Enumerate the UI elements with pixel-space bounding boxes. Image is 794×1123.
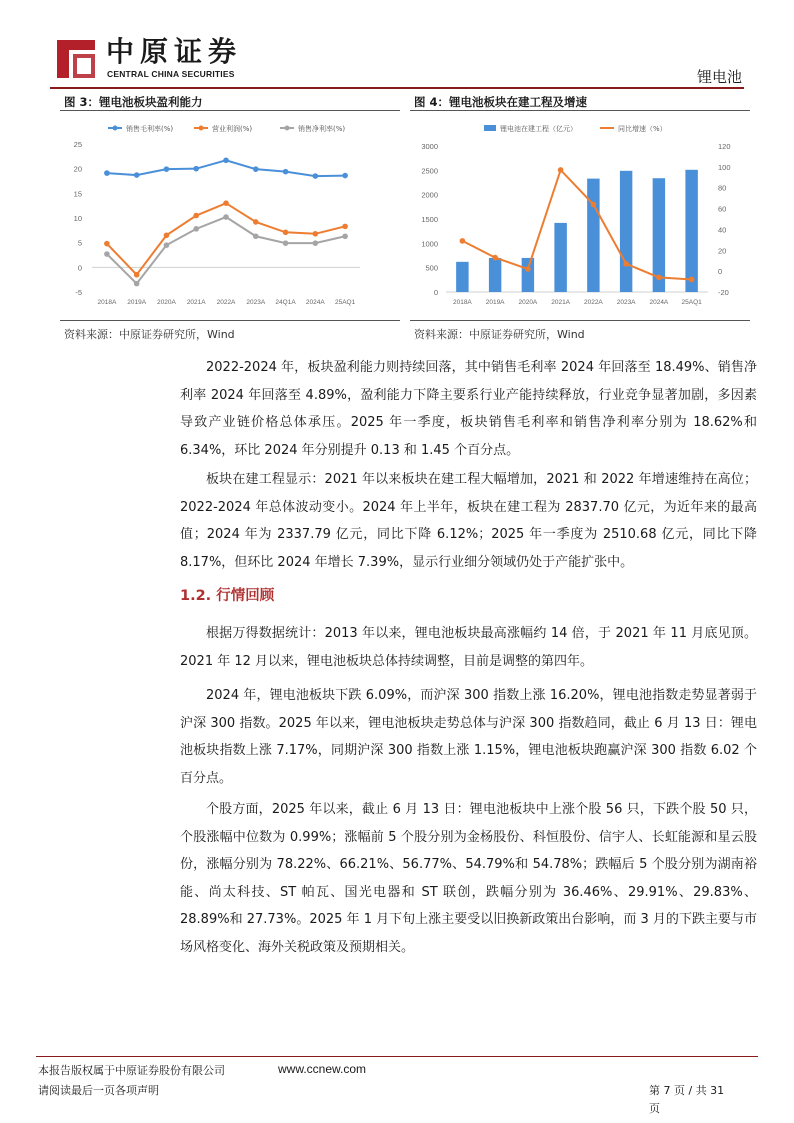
x-tick-label: 25AQ1: [334, 299, 356, 306]
series-line: [107, 203, 345, 275]
y-right-tick-label: -20: [718, 288, 729, 297]
data-point: [223, 214, 229, 220]
y-right-tick-label: 120: [718, 142, 731, 151]
figure4-top-rule: [410, 110, 750, 111]
data-point: [342, 224, 348, 230]
data-point: [193, 226, 199, 232]
data-point: [283, 169, 289, 175]
data-point: [164, 166, 170, 172]
y-right-tick-label: 0: [718, 267, 723, 277]
x-tick-label: 2020A: [518, 299, 538, 306]
company-name-en: CENTRAL CHINA SECURITIES: [107, 69, 235, 79]
legend-label: 销售净利率(%): [298, 125, 346, 133]
data-point: [104, 251, 110, 257]
y-left-tick-label: 1000: [421, 239, 438, 249]
y-tick-label: -5: [75, 288, 82, 297]
bar: [456, 262, 468, 292]
data-point: [134, 272, 140, 278]
y-left-tick-label: 2500: [421, 166, 438, 176]
data-point: [193, 213, 199, 219]
y-left-tick-label: 2000: [421, 190, 438, 200]
footer-website[interactable]: www.ccnew.com: [278, 1062, 367, 1076]
data-point: [313, 240, 319, 246]
bar: [522, 258, 534, 292]
y-right-tick-label: 80: [718, 183, 727, 193]
y-left-tick-label: 500: [425, 263, 438, 273]
paragraph-profitability: 2022-2024 年，板块盈利能力则持续回落，其中销售毛利率 2024 年回落至 18.49%、销售净利率 2024 年回落至 4.89%，盈利能力下降主要系行业产能持续释放，行业竞争显著加剧，多因素导致产业链价格总体承压。2025 年一季度，板块销售毛利率和销售净利率分别为 18.62%和 6.34%，环比 2024 年分别提升 0.13 和 1.45 个百分点。: [180, 360, 757, 458]
data-point: [342, 173, 348, 179]
y-tick-label: 15: [73, 189, 82, 199]
bar: [587, 179, 599, 292]
footer-copyright: 本报告版权属于中原证券股份有限公司: [38, 1064, 225, 1077]
bar: [620, 171, 632, 292]
legend-label: 营业利润(%): [212, 125, 253, 133]
x-tick-label: 24Q1A: [275, 299, 296, 306]
data-point: [558, 167, 564, 173]
data-point: [342, 233, 348, 239]
data-point: [164, 232, 170, 238]
bar: [554, 223, 566, 292]
footer-page-number: 第 7 页 / 共 31: [649, 1084, 725, 1097]
data-point: [134, 281, 140, 287]
y-right-tick-label: 60: [718, 204, 727, 214]
x-tick-label: 2021A: [551, 299, 571, 306]
bar: [489, 258, 501, 292]
figure4-source: 资料来源：中原证券研究所，Wind: [414, 328, 585, 341]
figure4-title: 图 4：锂电池板块在建工程及增速: [414, 95, 588, 109]
legend-marker: [113, 126, 118, 131]
figure4-chart: [410, 112, 750, 318]
figure4-bottom-rule: [410, 320, 750, 321]
figure3-chart: [60, 112, 400, 318]
section-heading: 1.2. 行情回顾: [180, 588, 275, 604]
x-tick-label: 25AQ1: [681, 299, 702, 306]
legend-label: 锂电池在建工程（亿元）: [500, 125, 577, 133]
data-point: [253, 166, 259, 172]
report-topic: 锂电池: [696, 68, 742, 86]
y-left-tick-label: 1500: [421, 215, 438, 224]
x-tick-label: 2022A: [216, 299, 236, 306]
x-tick-label: 2024A: [305, 299, 325, 306]
paragraph-market-history: 根据万得数据统计：2013 年以来，锂电池板块最高涨幅约 14 倍，于 2021 年 11 月底见顶。2021 年 12 月以来，锂电池板块总体持续调整，目前是调整的第四年。: [180, 626, 757, 669]
data-point: [223, 157, 229, 163]
x-tick-label: 2020A: [157, 299, 176, 306]
y-right-tick-label: 20: [718, 246, 727, 256]
y-tick-label: 25: [73, 140, 82, 149]
y-right-tick-label: 100: [718, 162, 731, 172]
y-left-tick-label: 3000: [421, 142, 438, 151]
y-right-tick-label: 40: [718, 225, 727, 235]
footer-page-suffix: 页: [649, 1102, 660, 1115]
y-tick-label: 5: [77, 238, 82, 248]
x-tick-label: 2018A: [452, 299, 472, 306]
x-tick-label: 2019A: [127, 299, 147, 306]
x-tick-label: 2019A: [485, 299, 505, 306]
x-tick-label: 2024A: [649, 299, 669, 306]
data-point: [656, 275, 662, 281]
paragraph-construction: 板块在建工程显示：2021 年以来板块在建工程大幅增加，2021 和 2022 年增速维持在高位；2022-2024 年总体波动变小。2024 年上半年，板块在建工程为 2837.70 亿元，为近年来的最高值；2024 年为 2337.79 亿元，同比下降 6.12%；2025 年一季度为 2510.68 亿元，同比下降 8.17%，但环比 2024 年增长 7.39%，显示行业细分领域仍处于产能扩张中。: [180, 472, 757, 570]
data-point: [525, 266, 531, 272]
y-tick-label: 10: [73, 214, 82, 223]
x-tick-label: 2022A: [583, 299, 603, 306]
data-point: [623, 261, 629, 267]
company-logo-icon: [53, 36, 99, 82]
data-point: [193, 166, 199, 172]
data-point: [492, 255, 498, 261]
x-tick-label: 2023A: [616, 299, 636, 306]
data-point: [253, 219, 259, 225]
data-point: [104, 241, 110, 247]
figure3-title: 图 3：锂电池板块盈利能力: [64, 95, 203, 109]
data-point: [591, 202, 597, 208]
data-point: [134, 172, 140, 178]
y-tick-label: 0: [77, 263, 82, 273]
data-point: [283, 230, 289, 236]
x-tick-label: 2023A: [246, 299, 266, 306]
y-tick-label: 20: [73, 164, 82, 174]
data-point: [313, 173, 319, 179]
header-divider: [50, 87, 744, 89]
bar: [685, 170, 697, 292]
paragraph-stocks: 个股方面，2025 年以来，截止 6 月 13 日：锂电池板块中上涨个股 56 只，下跌个股 50 只，个股涨幅中位数为 0.99%；涨幅前 5 个股分别为金杨股份、科恒股份、信宇人、长虹能源和星云股份，涨幅分别为 78.22%、66.21%、56.77%、54.79%和 54.78%；跌幅后 5 个股分别为湖南裕能、尚太科技、ST 帕瓦、国光电器和 ST 联创，跌幅分别为 36.46%、29.91%、29.83%、28.89%和 27.73%。2025 年 1 月下旬上涨主要受以旧换新政策出台影响，而 3 月的下跌主要与市场风格变化、海外关税政策及预期相关。: [180, 802, 757, 955]
figure3-top-rule: [60, 110, 400, 111]
figure3-source: 资料来源：中原证券研究所，Wind: [64, 328, 235, 341]
x-tick-label: 2021A: [186, 299, 206, 306]
legend-label: 同比增速（%）: [618, 125, 667, 133]
data-point: [253, 233, 259, 239]
legend-marker: [199, 126, 204, 131]
data-point: [283, 240, 289, 246]
data-point: [689, 277, 695, 283]
series-line: [107, 217, 345, 284]
x-tick-label: 2018A: [97, 299, 117, 306]
y-left-tick-label: 0: [433, 288, 438, 297]
data-point: [104, 170, 110, 176]
legend-bar-swatch: [484, 125, 496, 131]
data-point: [460, 238, 466, 244]
footer-divider: [36, 1056, 758, 1057]
data-point: [223, 200, 229, 206]
data-point: [164, 242, 170, 248]
figure3-bottom-rule: [60, 320, 400, 321]
data-point: [313, 231, 319, 237]
footer-disclaimer: 请阅读最后一页各项声明: [38, 1084, 159, 1097]
legend-marker: [285, 126, 290, 131]
company-name-cn: 中原证券: [106, 35, 243, 68]
legend-label: 销售毛利率(%): [126, 125, 174, 133]
paragraph-index-compare: 2024 年，锂电池板块下跌 6.09%，而沪深 300 指数上涨 16.20%，锂电池指数走势显著弱于沪深 300 指数。2025 年以来，锂电池板块走势总体与沪深 300 指数趋同，截止 6 月 13 日：锂电池板块指数上涨 7.17%，同期沪深 300 指数上涨 1.15%，锂电池板块跑赢沪深 300 指数 6.02 个百分点。: [180, 688, 757, 786]
